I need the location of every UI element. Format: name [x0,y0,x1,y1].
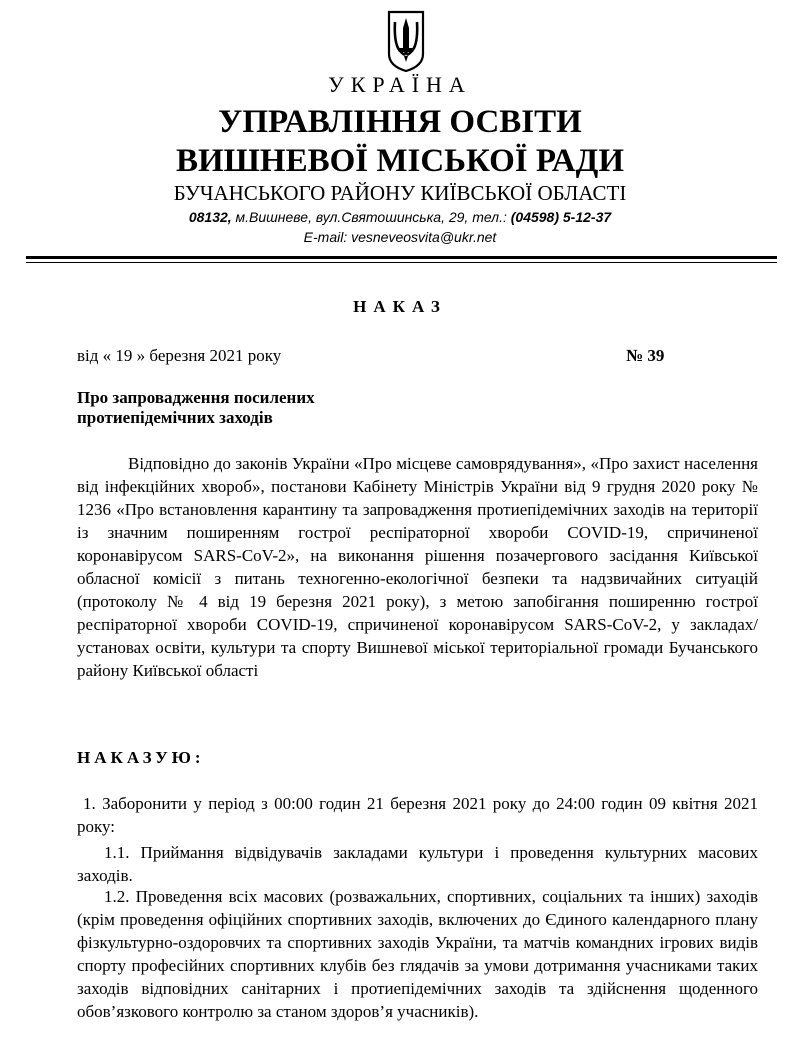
order-subject-line1: Про запровадження посилених [77,388,315,407]
district-line: БУЧАНСЬКОГО РАЙОНУ КИЇВСЬКОЇ ОБЛАСТІ [173,181,627,205]
address-line [0,208,800,226]
order-date: від « 19 » березня 2021 року [77,346,282,365]
order-item-1-2: 1.2. Проведення всіх масових (розважальних, спортивних, соціальних та інших) заходів (крім проведення офіційних спортивних заходів, включених до Єдиного календарного плану фізкультурно-оздоровчих та спортивних заходів України, та матчів командних ігрових видів спорту професійних спортивних клубів без глядачів за умови дотримання учасниками таких заходів відповідних санітарних і протиепідемічних заходів та здійснення щоденного обов’язкового контролю за станом здоров’я учасників). [77,887,758,1021]
order-item-1: 1. Заборонити у період з 00:00 годин 21 березня 2021 року до 24:00 годин 09 квітня 2021 року: [77,794,758,836]
header-divider-thick [26,256,777,259]
order-item-1-1: 1.1. Приймання відвідувачів закладами культури і проведення культурних масових заходів. [77,843,758,885]
email-line: E-mail: vesneveosvita@ukr.net [303,229,497,245]
directive-heading: НАКАЗУЮ: [77,748,205,767]
header-divider-thin [26,262,777,263]
trident-emblem-icon [386,10,426,72]
organization-title-line1: УПРАВЛІННЯ ОСВІТИ [218,104,582,140]
order-subject [77,388,315,428]
country-name: УКРАЇНА [328,72,472,97]
phone-number: (04598) 5-12-37 [510,209,612,225]
order-number: № 39 [626,346,665,365]
preamble-paragraph: Відповідно до законів України «Про місцеве самоврядування», «Про захист населення від інфекційних хвороб», постанови Кабінету Міністрів України від 9 грудня 2020 року № 1236 «Про встановлення карантину та запровадження протиепідемічних заходів на території із значним поширенням гострої респіраторної хвороби COVID-19, спричиненої коронавірусом SARS-CoV-2», на виконання рішення позачергового засідання Київської обласної комісії з питань техногенно-екологічної безпеки та надзвичайних ситуацій (протоколу № 4 від 19 березня 2021 року), з метою запобігання поширенню гострої респіраторної хвороби COVID-19, спричиненої коронавірусом SARS-CoV-2, у закладах/установах освіти, культури та спорту Вишневої міської територіальної громади Бучанського району Київської області [77,454,758,680]
street-address: м.Вишневе, вул.Святошинська, 29, тел.: [231,209,511,225]
organization-title-line2: ВИШНЕВОЇ МІСЬКОЇ РАДИ [175,143,624,179]
postcode: 08132, [188,209,232,225]
order-subject-line2: протиепідемічних заходів [77,408,273,427]
order-title: НАКАЗ [353,297,447,316]
